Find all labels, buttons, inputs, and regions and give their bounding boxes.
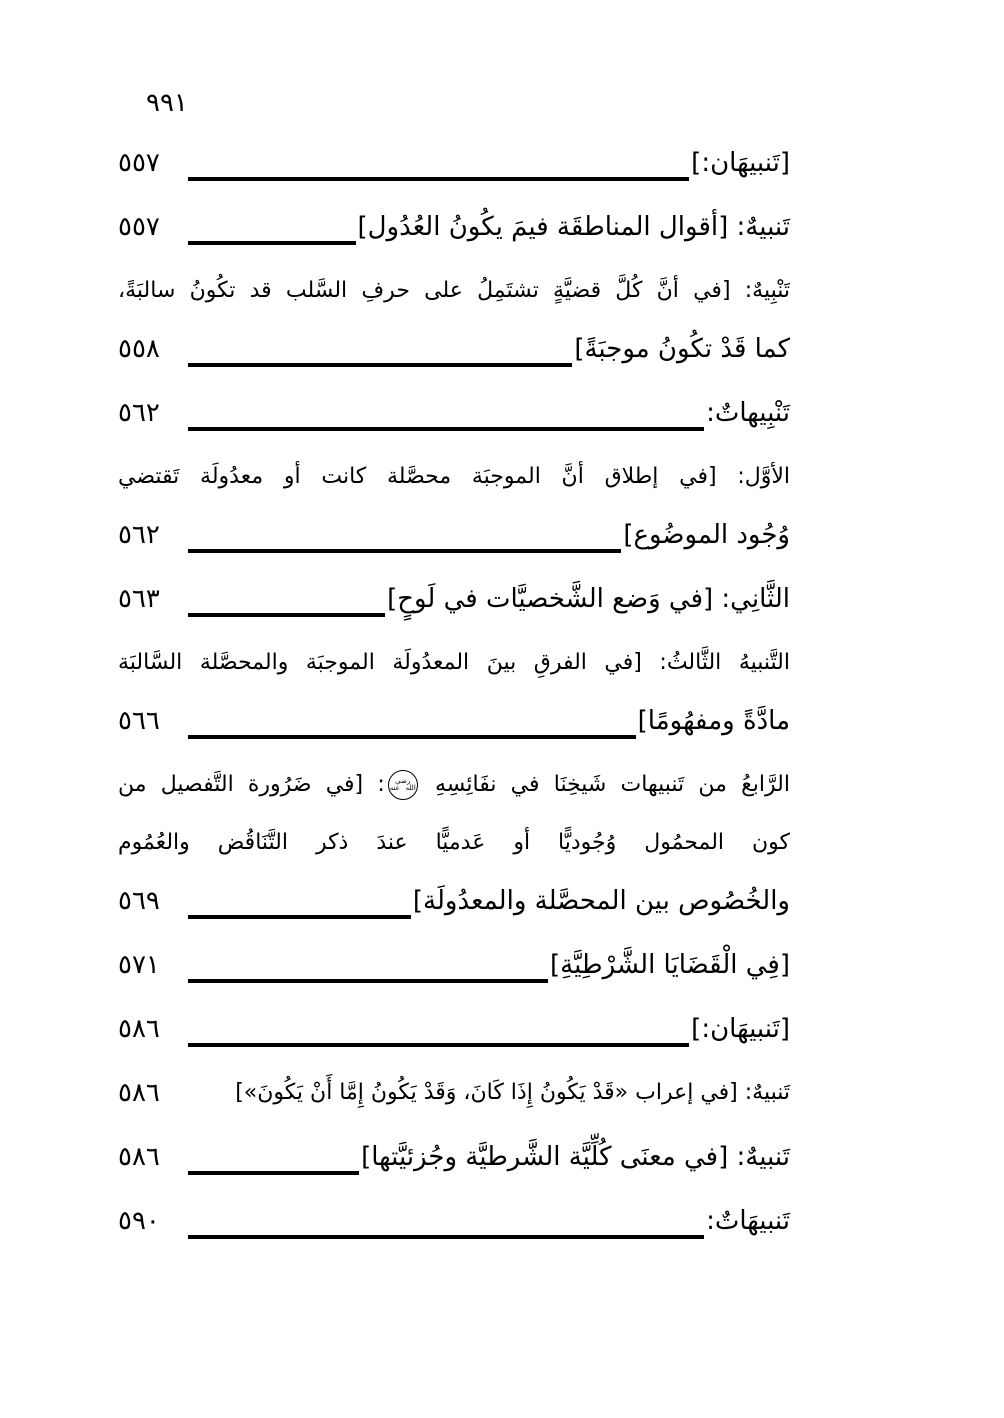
toc-entry-text: [تَنبيهَان:] — [691, 148, 790, 178]
leader-line — [188, 1235, 704, 1239]
toc-entry — [118, 936, 790, 994]
leader-line — [188, 549, 621, 553]
toc-entry-line — [118, 198, 790, 256]
toc-entry-line — [118, 634, 790, 692]
toc-page-number: ٥٦٦ — [118, 706, 160, 736]
toc-entry-line — [118, 262, 790, 320]
toc-entry-text: مادَّةً ومفهُومًا] — [637, 706, 790, 736]
toc-entry — [118, 384, 790, 442]
toc-entry-text: والخُصُوص بين المحصَّلة والمعدُولَة] — [412, 886, 790, 916]
toc-entry-line — [118, 1192, 790, 1250]
toc-entry-line — [118, 1064, 790, 1122]
toc-entry-text: [تَنبيهَان:] — [691, 1014, 790, 1044]
toc-page-number: ٥٨٦ — [118, 1142, 160, 1172]
toc-entry — [118, 1192, 790, 1250]
toc-page-number: ٥٩٠ — [118, 1206, 160, 1236]
toc-entry-text: كون المحمُول وُجُوديًّا أو عَدميًّا عندَ ذكر التَّنَاقُض والعُمُوم — [118, 830, 790, 855]
leader-line — [188, 613, 385, 617]
toc-entry-line — [118, 692, 790, 750]
leader-line — [188, 363, 572, 367]
toc-entry-line — [118, 936, 790, 994]
toc-entry-text: تَنبيهٌ: [أقوال المناطقَة فيمَ يكُونُ العُدُول] — [357, 212, 790, 242]
toc-entry-line — [118, 1000, 790, 1058]
leader-line — [188, 241, 356, 245]
toc-page-number: ٥٦٢ — [118, 398, 160, 428]
toc-entry — [118, 198, 790, 256]
toc-entry-line — [118, 814, 790, 872]
toc-entry-line — [118, 872, 790, 930]
toc-entry — [118, 134, 790, 192]
toc-entry-line — [118, 448, 790, 506]
toc-page-number: ٥٥٧ — [118, 212, 160, 242]
leader-line — [188, 177, 689, 181]
toc-page-number: ٥٦٩ — [118, 886, 160, 916]
toc-entry-line — [118, 756, 790, 814]
toc-entry-line — [118, 1128, 790, 1186]
toc-entry — [118, 262, 790, 378]
toc-entry — [118, 1000, 790, 1058]
header-page-number: ٩٩١ — [146, 88, 188, 118]
leader-line — [188, 1171, 359, 1175]
toc-entry — [118, 756, 790, 930]
toc-entry-text: الثَّانِي: [في وَضع الشَّخصيَّات في لَوحٍ] — [387, 584, 790, 614]
toc-entry — [118, 570, 790, 628]
toc-entry — [118, 448, 790, 564]
toc-entry-line — [118, 506, 790, 564]
toc-entry-text: الأوَّل: [في إطلاق أنَّ الموجبَة محصَّلة كانت أو معدُولَة تَقتضي — [118, 464, 790, 489]
toc-entry-text: تَنبيهٌ: [في معنَى كُلِّيَّة الشَّرطيَّة وجُزئيَّتها] — [361, 1142, 790, 1172]
toc-page-number: ٥٦٢ — [118, 520, 160, 550]
toc-entry-line — [118, 320, 790, 378]
toc-page-number: ٥٥٨ — [118, 334, 160, 364]
toc-entry-text: كما قَدْ تكُونُ موجبَةً] — [574, 334, 790, 364]
toc-entry-text: الرَّابعُ من تَنبيهات شَيخِنَا في نفَائِسِهِ رضي الله عنه: [في ضَرُورة التَّفصيل من — [118, 772, 790, 797]
toc-page-number: ٥٦٣ — [118, 584, 160, 614]
honorific-radiallahu-anhu-medallion: رضي الله عنه — [388, 770, 418, 800]
toc-entry — [118, 634, 790, 750]
leader-line — [188, 915, 411, 919]
toc-page-number: ٥٥٧ — [118, 148, 160, 178]
toc-page-number: ٥٧١ — [118, 950, 160, 980]
toc-entry-text: التَّنبيهُ الثَّالثُ: [في الفرقِ بينَ المعدُولَة الموجبَة والمحصَّلة السَّالبَة — [118, 650, 790, 675]
leader-line — [188, 427, 704, 431]
toc-entry-line — [118, 570, 790, 628]
leader-line — [188, 979, 548, 983]
toc-page-number: ٥٨٦ — [118, 1078, 160, 1108]
toc-entry-text: تَنبيهٌ: [في إعراب «قَدْ يَكُونُ إِذَا كَانَ، وَقَدْ يَكُونُ إِمَّا أَنْ يَكُونَ»] — [235, 1080, 790, 1105]
toc-list — [118, 134, 790, 1250]
toc-entry — [118, 1064, 790, 1122]
toc-entry-text: وُجُود الموضُوع] — [623, 520, 790, 550]
toc-entry-text: تَنْبِيهاتٌ: — [706, 398, 790, 428]
toc-entry-text: تَنْبِيهٌ: [في أنَّ كُلَّ قضيَّةٍ تشتَمِلُ على حرفِ السَّلب قد تكُونُ سالبَةً، — [118, 278, 790, 303]
toc-entry — [118, 1128, 790, 1186]
toc-entry-line — [118, 134, 790, 192]
leader-line — [188, 735, 636, 739]
toc-entry-line — [118, 384, 790, 442]
leader-line — [188, 1043, 689, 1047]
toc-entry-text: تَنبيهَاتٌ: — [706, 1206, 790, 1236]
toc-page-number: ٥٨٦ — [118, 1014, 160, 1044]
toc-entry-text: [فِي الْقَضَايَا الشَّرْطِيَّةِ] — [549, 950, 790, 980]
